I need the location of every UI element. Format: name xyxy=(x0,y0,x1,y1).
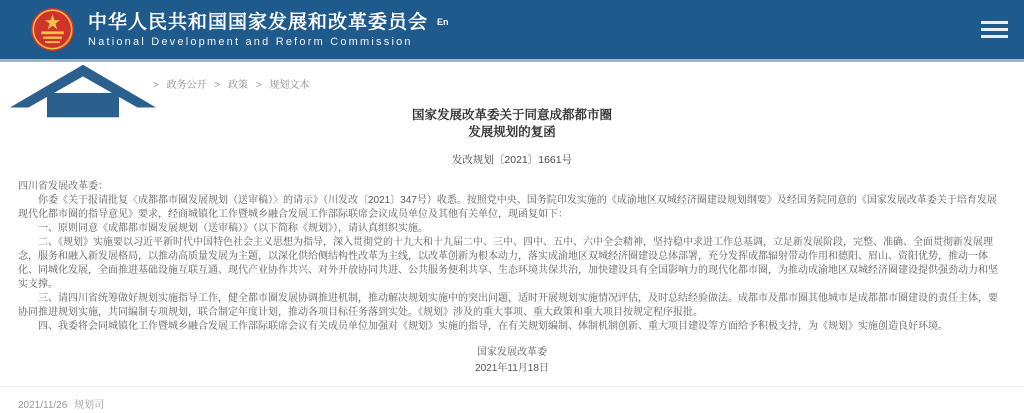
breadcrumb-item xyxy=(209,80,250,91)
national-emblem-icon xyxy=(30,7,75,52)
breadcrumb-item xyxy=(148,80,209,91)
breadcrumb-separator: > xyxy=(255,80,262,91)
breadcrumb-separator: > xyxy=(214,80,221,91)
site-title-english: National Development and Reform Commission xyxy=(88,35,413,48)
site-title-block xyxy=(88,12,428,48)
breadcrumb-link[interactable]: 政策 xyxy=(228,80,249,91)
hamburger-icon xyxy=(981,21,1008,24)
breadcrumb-item xyxy=(251,80,310,91)
home-icon[interactable] xyxy=(10,64,156,118)
paragraph: 一、原则同意《成都都市圈发展规划（送审稿）》（以下简称《规划》），请认真组织实施。 xyxy=(38,223,428,234)
document-title-line2: 发展规划的复函 xyxy=(468,125,556,139)
breadcrumb-link[interactable]: 规划文本 xyxy=(269,80,310,91)
signing-date: 2021年11月18日 xyxy=(475,363,549,374)
language-toggle-en[interactable]: En xyxy=(437,16,449,27)
menu-button[interactable] xyxy=(981,21,1008,38)
signing-agency: 国家发展改革委 xyxy=(477,347,547,358)
hamburger-icon xyxy=(981,28,1008,31)
breadcrumb xyxy=(148,76,309,91)
hamburger-icon xyxy=(981,35,1008,38)
paragraph-list xyxy=(18,194,1006,334)
breadcrumb-bar xyxy=(0,62,1024,102)
salutation: 四川省发展改革委： xyxy=(18,181,108,192)
paragraph: 二、《规划》实施要以习近平新时代中国特色社会主义思想为指导，深入贯彻党的十九大和十九届二中、三中、四中、五中、六中全会精神，坚持稳中求进工作总基调，立足新发展阶段，完整、准确、全面贯彻新发展理念，服务和融入新发展格局，以推动高质量发展为主题，以深化供给侧结构性改革为主线，以改革创新为根本动力，落实成渝地区双城经济圈建设总体部署，充分发挥成都辐射带动作用和德阳、眉山、资阳优势，推动一体化、同城化发展，全面推进基础设施互联互通、现代产业协作共兴、对外开放协同共进、公共服务便利共享、生态环境共保共治，加快建设具有全国影响力的现代化都市圈，为推动成渝地区双城经济圈建设提供强劲动力和坚实支撑。 xyxy=(18,237,998,290)
breadcrumb-separator: > xyxy=(153,80,159,91)
document-body xyxy=(0,180,1024,377)
publish-department: 规划司 xyxy=(74,400,105,411)
paragraph: 你委《关于报请批复〈成都都市圈发展规划（送审稿）〉的请示》（川发改〔2021〕347号）收悉。按照党中央、国务院印发实施的《成渝地区双城经济圈建设规划纲要》及经国务院同意的《国家发展改革委关于培育发展现代化都市圈的指导意见》要求，经商城镇化工作暨城乡融合发展工作部际联席会议成员单位及其他有关单位，现函复如下： xyxy=(18,195,997,220)
signature-block xyxy=(18,345,1006,377)
site-header xyxy=(0,0,1024,62)
publish-date: 2021/11/26 xyxy=(18,400,68,411)
document-title-line1: 国家发展改革委关于同意成都都市圈 xyxy=(411,108,612,122)
site-title-chinese: 中华人民共和国国家发展和改革委员会 xyxy=(88,11,429,33)
paragraph: 三、请四川省统筹做好规划实施指导工作，健全都市圈发展协调推进机制，推动解决规划实施中的突出问题，适时开展规划实施情况评估，及时总结经验做法。成都市及都市圈其他城市是成都都市圈建设的责任主体，要协同推进规划实施，共同编制专项规划，联合制定年度计划，推动各项目标任务落到实处。《规划》涉及的重大事项、重大政策和重大项目按规定程序报批。 xyxy=(18,293,998,318)
page-footer xyxy=(0,386,1024,413)
paragraph: 四、我委将会同城镇化工作暨城乡融合发展工作部际联席会议有关成员单位加强对《规划》实施的指导，在有关规划编制、体制机制创新、重大项目建设等方面给予积极支持，为《规划》实施创造良好环境。 xyxy=(38,321,948,332)
document-number: 发改规划〔2021〕1661号 xyxy=(451,154,573,166)
breadcrumb-link[interactable]: 政务公开 xyxy=(166,80,207,91)
document-content xyxy=(0,107,1024,377)
